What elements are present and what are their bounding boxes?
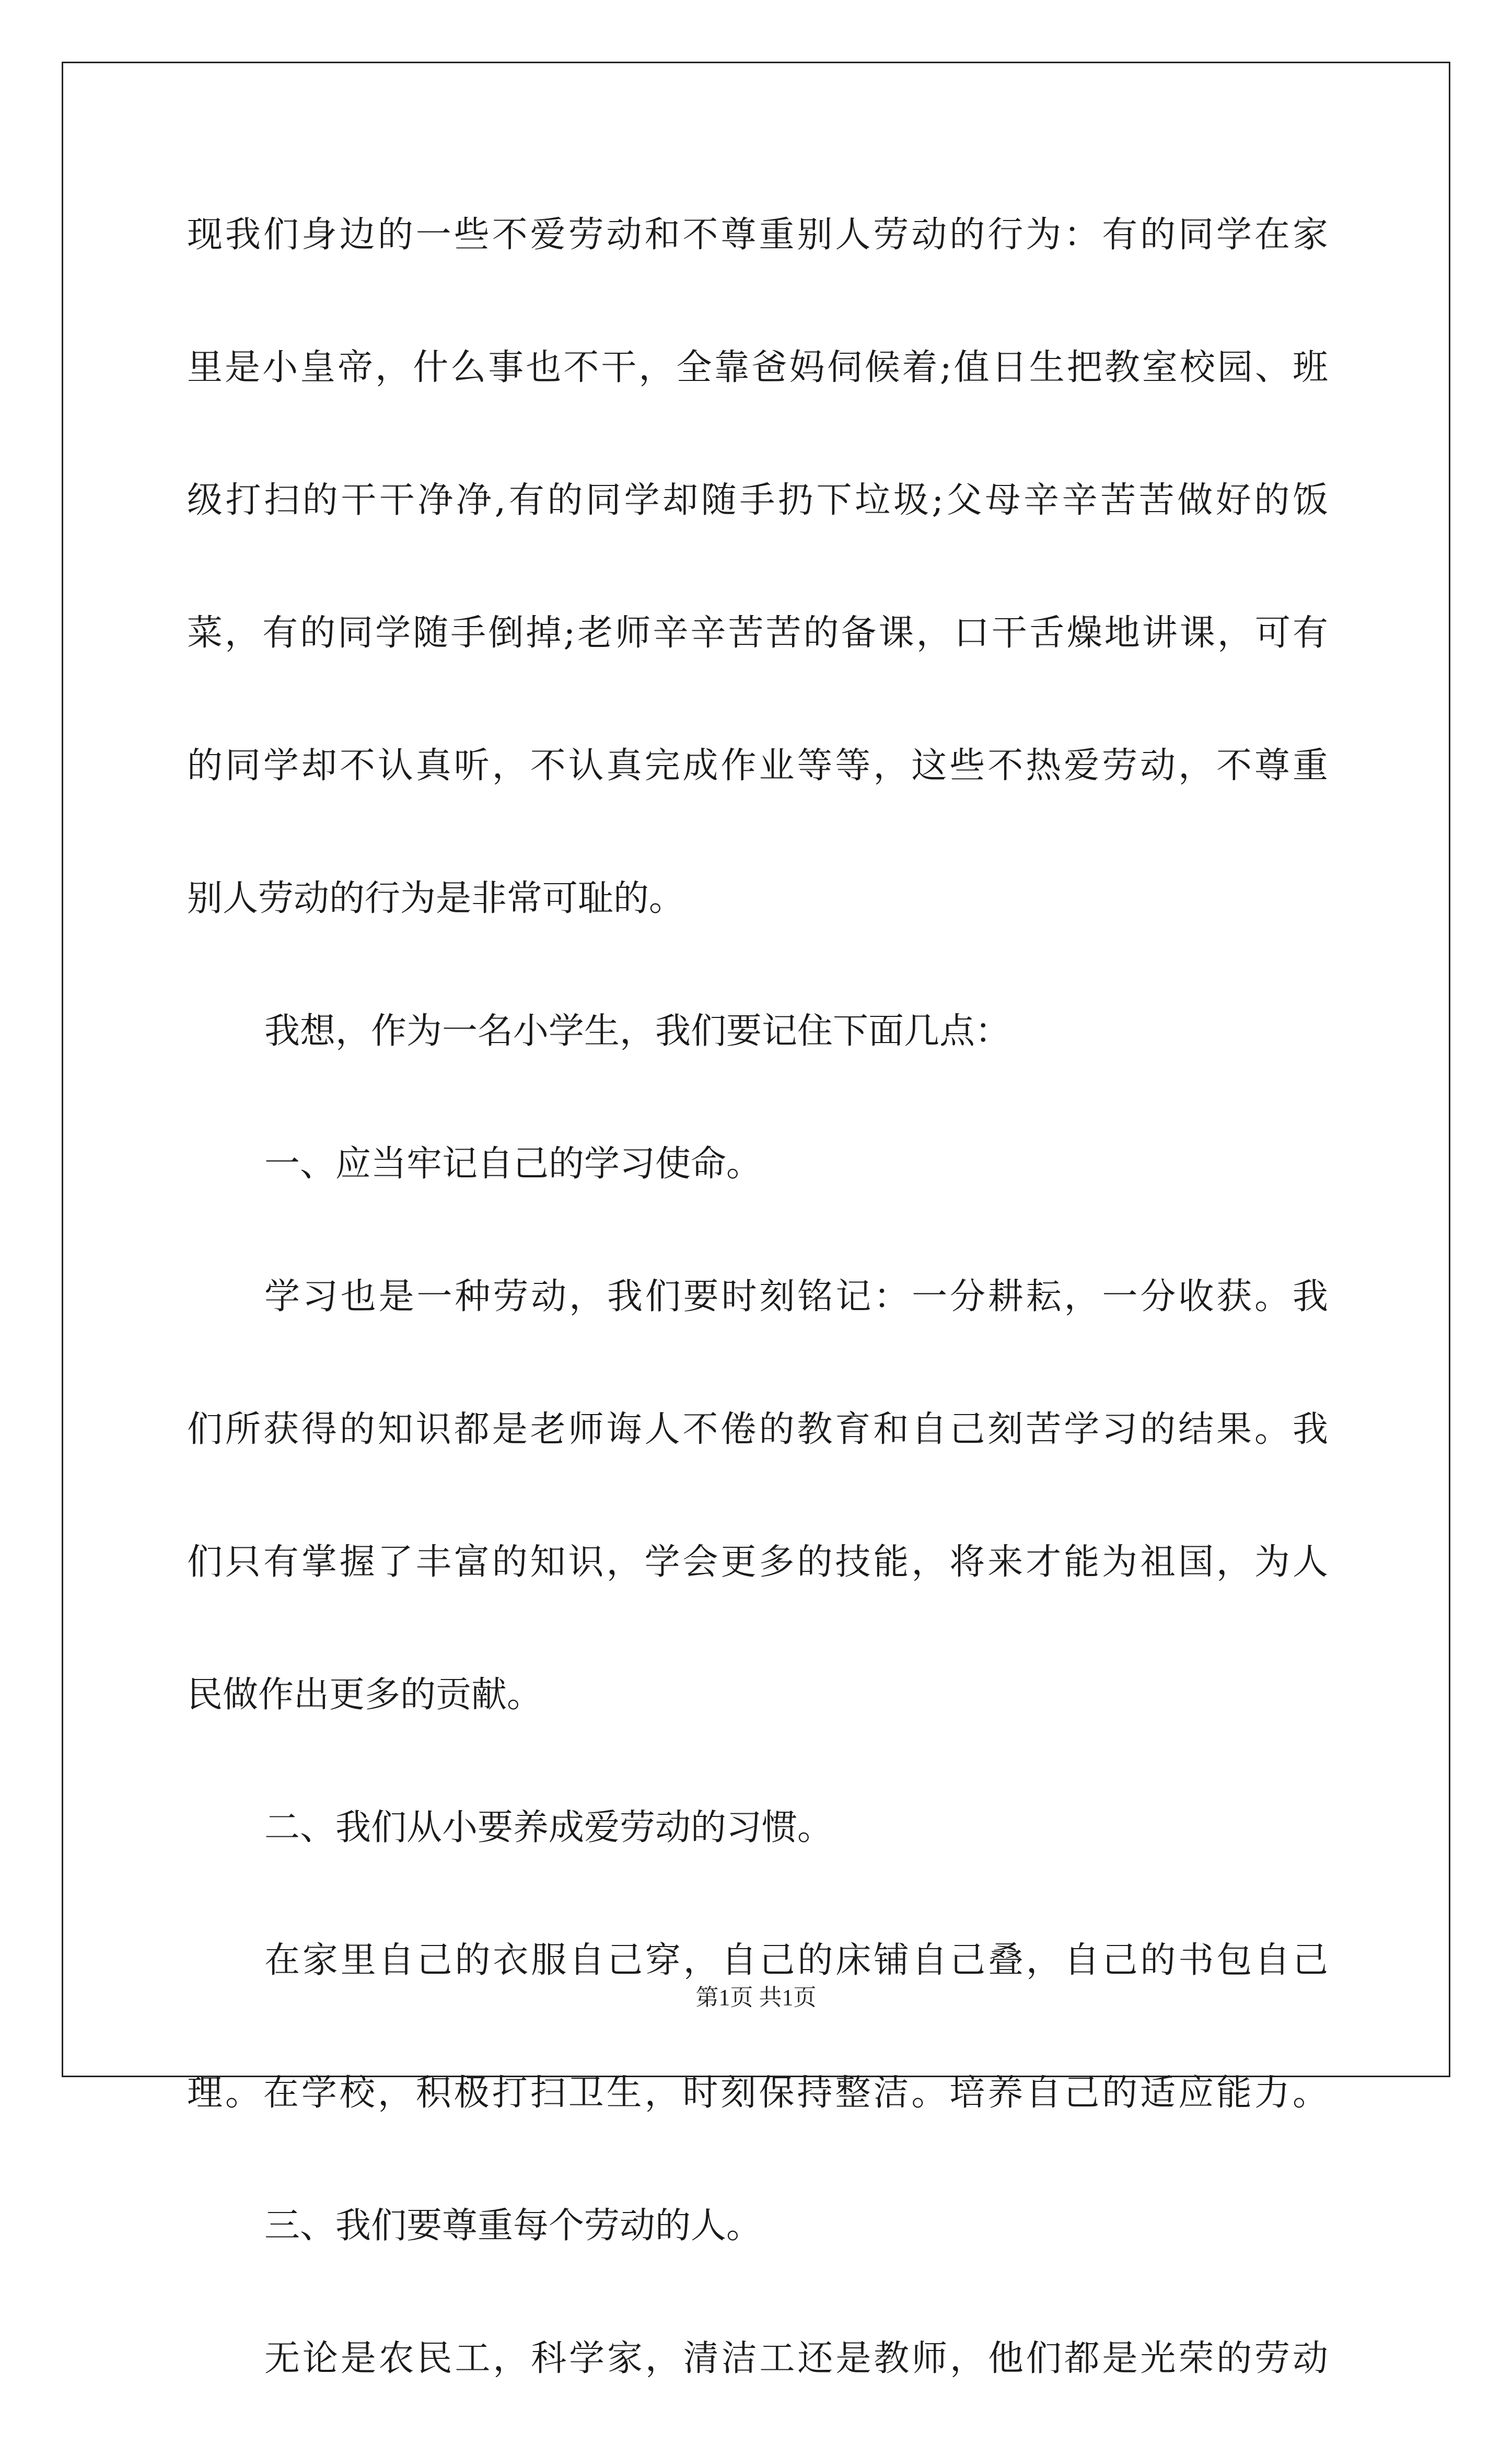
text-line: 一、应当牢记自己的学习使命。 [264, 1143, 762, 1185]
page-footer: 第1页 共1页 [695, 1985, 817, 2010]
text-line: 三、我们要尊重每个劳动的人。 [264, 2205, 762, 2246]
text-line: 菜，有的同学随手倒掉;老师辛辛苦苦的备课，口干舌燥地讲课，可有 [187, 612, 1328, 654]
text-line: 们只有掌握了丰富的知识，学会更多的技能，将来才能为祖国，为人 [187, 1542, 1328, 1583]
text-line: 别人劳动的行为是非常可耻的。 [187, 878, 685, 919]
text-line: 理。在学校，积极打扫卫生，时刻保持整洁。培养自己的适应能力。 [187, 2072, 1328, 2114]
text-line: 现我们身边的一些不爱劳动和不尊重别人劳动的行为：有的同学在家 [187, 214, 1328, 256]
text-line: 学习也是一种劳动，我们要时刻铭记：一分耕耘，一分收获。我 [264, 1276, 1328, 1317]
text-line: 在家里自己的衣服自己穿，自己的床铺自己叠，自己的书包自己 [264, 1940, 1328, 1981]
text-line: 们所获得的知识都是老师诲人不倦的教育和自己刻苦学习的结果。我 [187, 1409, 1328, 1450]
body-text [187, 199, 1328, 2455]
text-line: 无论是农民工，科学家，清洁工还是教师，他们都是光荣的劳动 [264, 2338, 1328, 2379]
text-line: 二、我们从小要养成爱劳动的习惯。 [264, 1807, 833, 1848]
text-line: 的同学却不认真听，不认真完成作业等等，这些不热爱劳动，不尊重 [187, 745, 1328, 786]
text-line: 里是小皇帝，什么事也不干，全靠爸妈伺候着;值日生把教室校园、班 [187, 347, 1328, 388]
text-line: 民做作出更多的贡献。 [187, 1674, 543, 1716]
text-line: 我想，作为一名小学生，我们要记住下面几点： [264, 1011, 1011, 1052]
text-line: 级打扫的干干净净,有的同学却随手扔下垃圾;父母辛辛苦苦做好的饭 [187, 480, 1328, 521]
